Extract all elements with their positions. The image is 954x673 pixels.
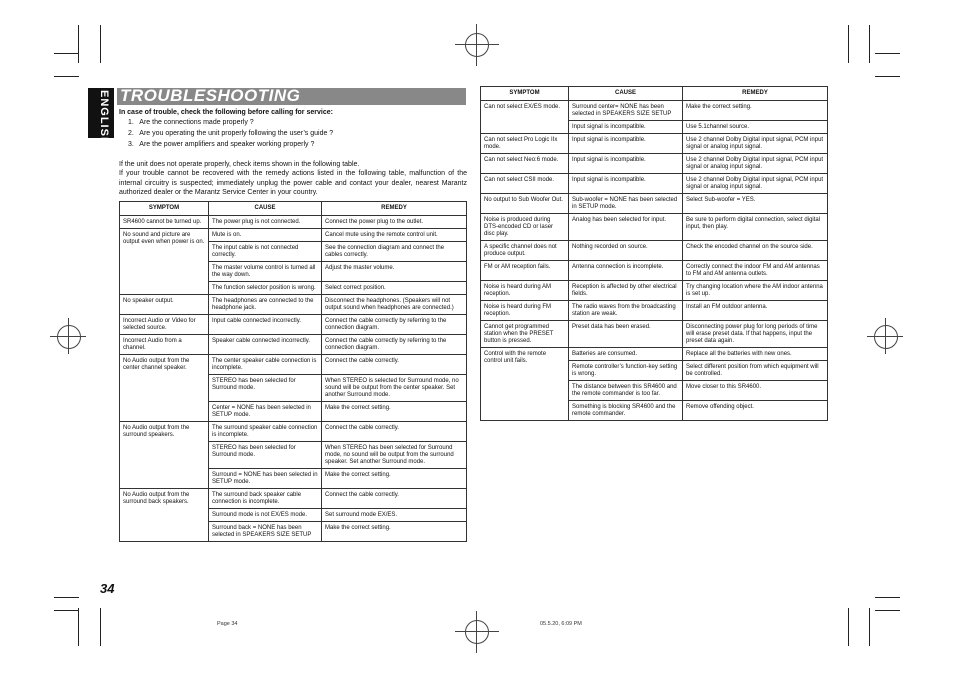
remedy-cell: Be sure to perform digital connection, select digital input, then play. — [683, 214, 828, 241]
crop-mark — [869, 608, 870, 646]
cause-cell: Surround = NONE has been selected in SETUP mode. — [209, 469, 322, 489]
symptom-cell: FM or AM reception fails. — [481, 261, 569, 281]
table-row — [481, 348, 828, 361]
title-bar — [117, 88, 466, 105]
table-row — [120, 216, 467, 229]
crop-mark — [875, 76, 900, 77]
cause-cell: The function selector position is wrong. — [209, 282, 322, 295]
symptom-cell: No output to Sub Woofer Out. — [481, 194, 569, 214]
remedy-cell: Make the correct setting. — [322, 402, 467, 422]
symptom-cell: Noise is heard during FM reception. — [481, 301, 569, 321]
remedy-cell: Make the correct setting. — [683, 101, 828, 121]
column-header-cause: CAUSE — [569, 87, 683, 101]
remedy-cell: Install an FM outdoor antenna. — [683, 301, 828, 321]
remedy-cell: Try changing location where the AM indoor antenna is set up. — [683, 281, 828, 301]
table-row — [120, 489, 467, 509]
column-header-cause: CAUSE — [209, 202, 322, 216]
intro-paragraph: If the unit does not operate properly, check items shown in the following table. — [119, 161, 360, 168]
remedy-cell: Select different position from which equipment will be controlled. — [683, 361, 828, 381]
table-row — [481, 321, 828, 348]
symptom-cell: Incorrect Audio from a channel. — [120, 335, 209, 355]
remedy-cell: Disconnect the headphones. (Speakers will not output sound when headphones are connected.) — [322, 295, 467, 315]
intro-lead — [119, 108, 469, 118]
remedy-cell: Use 2 channel Dolby Digital input signal, PCM input signal or analog input signal. — [683, 154, 828, 174]
cause-cell: The distance between this SR4600 and the remote commander is too far. — [569, 381, 683, 401]
table-row — [481, 241, 828, 261]
cause-cell: The radio waves from the broadcasting station are weak. — [569, 301, 683, 321]
registration-mark — [476, 24, 477, 66]
remedy-cell: Connect the cable correctly by referring to the connection diagram. — [322, 315, 467, 335]
cause-cell: Input signal is incompatible. — [569, 174, 683, 194]
cause-cell: The headphones are connected to the headphone jack. — [209, 295, 322, 315]
crop-mark — [100, 608, 101, 646]
remedy-cell: Make the correct setting. — [322, 469, 467, 489]
cause-cell: The surround speaker cable connection is incomplete. — [209, 422, 322, 442]
cause-cell: Antenna connection is incomplete. — [569, 261, 683, 281]
cause-cell: Input signal is incompatible. — [569, 134, 683, 154]
registration-mark — [455, 44, 499, 45]
cause-cell: Batteries are consumed. — [569, 348, 683, 361]
symptom-cell: SR4600 cannot be turned up. — [120, 216, 209, 229]
symptom-cell: A specific channel does not produce output. — [481, 241, 569, 261]
column-header-symptom: SYMPTOM — [120, 202, 209, 216]
crop-mark — [78, 608, 79, 646]
cause-cell: Sub-woofer = NONE has been selected in SETUP mode. — [569, 194, 683, 214]
registration-mark — [476, 611, 477, 653]
symptom-cell: No Audio output from the center channel speaker. — [120, 355, 209, 422]
table-row — [120, 229, 467, 242]
crop-mark — [848, 25, 849, 63]
page-number: 34 — [100, 581, 115, 596]
column-header-remedy: REMEDY — [322, 202, 467, 216]
crop-mark — [869, 25, 870, 63]
table-row — [481, 194, 828, 214]
cause-cell: Analog has been selected for input. — [569, 214, 683, 241]
table-row — [481, 134, 828, 154]
symptom-cell: Cannot get programmed station when the PRESET button is pressed. — [481, 321, 569, 348]
symptom-cell: No speaker output. — [120, 295, 209, 315]
cause-cell: Surround center= NONE has been selected in SPEAKERS SIZE SETUP — [569, 101, 683, 121]
table-row — [481, 281, 828, 301]
table-row — [481, 261, 828, 281]
symptom-cell: Noise is heard during AM reception. — [481, 281, 569, 301]
cause-cell: Remote controller’s function-key setting is wrong. — [569, 361, 683, 381]
cause-cell: Input signal is incompatible. — [569, 154, 683, 174]
symptom-cell: Can not select Neo:6 mode. — [481, 154, 569, 174]
symptom-cell: Noise is produced during DTS-encoded CD or laser disc play. — [481, 214, 569, 241]
check-item: 3. Are the power amplifiers and speaker working properly ? — [128, 141, 315, 148]
symptom-cell: No sound and picture are output even when power is on. — [120, 229, 209, 295]
page-title: TROUBLESHOOTING — [120, 86, 301, 105]
cause-cell: Nothing recorded on source. — [569, 241, 683, 261]
cause-cell: The surround back speaker cable connection is incomplete. — [209, 489, 322, 509]
remedy-cell: Disconnecting power plug for long periods of time will erase preset data. If that happens, input the preset data again. — [683, 321, 828, 348]
remedy-cell: Connect the power plug to the outlet. — [322, 216, 467, 229]
crop-mark — [875, 610, 900, 611]
cause-cell: STEREO has been selected for Surround mode. — [209, 442, 322, 469]
remedy-cell: Connect the cable correctly. — [322, 355, 467, 375]
check-item: 2. Are you operating the unit properly following the user’s guide ? — [128, 130, 334, 137]
registration-mark — [465, 620, 489, 644]
intro-paragraph: If your trouble cannot be recovered with the remedy actions listed in the following table, malfunction of the internal circuitry is suspected; immediately unplug the power cable and contact your dealer, nearest Marantz authorized dealer or the Marantz Service Center in your country. — [119, 170, 467, 196]
symptom-cell: No Audio output from the surround back speakers. — [120, 489, 209, 542]
remedy-cell: Correctly connect the indoor FM and AM antennas to FM and AM antenna outlets. — [683, 261, 828, 281]
crop-mark — [875, 53, 900, 54]
cause-cell: The center speaker cable connection is incomplete. — [209, 355, 322, 375]
crop-mark — [848, 608, 849, 646]
remedy-cell: Use 2 channel Dolby Digital input signal, PCM input signal or analog input signal. — [683, 134, 828, 154]
remedy-cell: When STEREO has been selected for Surround mode, no sound will be output from the surround speaker. Set another Surround mode. — [322, 442, 467, 469]
cause-cell: The power plug is not connected. — [209, 216, 322, 229]
table-row — [120, 335, 467, 355]
registration-mark — [68, 318, 69, 354]
cause-cell: The input cable is not connected correctly. — [209, 242, 322, 262]
cause-cell: Center = NONE has been selected in SETUP mode. — [209, 402, 322, 422]
crop-mark — [54, 610, 79, 611]
remedy-cell: Make the correct setting. — [322, 522, 467, 542]
column-header-remedy: REMEDY — [683, 87, 828, 101]
cause-cell: Surround mode is not EX/ES mode. — [209, 509, 322, 522]
remedy-cell: Check the encoded channel on the source side. — [683, 241, 828, 261]
cause-cell: Input signal is incompatible. — [569, 121, 683, 134]
symptom-cell: Can not select EX/ES mode. — [481, 101, 569, 134]
registration-mark — [57, 325, 81, 349]
remedy-cell: Set surround mode EX/ES. — [322, 509, 467, 522]
remedy-cell: Remove offending object. — [683, 401, 828, 421]
footer-timestamp: 05.5.20, 6:09 PM — [540, 621, 582, 627]
remedy-cell: Move closer to this SR4600. — [683, 381, 828, 401]
table-row — [481, 101, 828, 121]
cause-cell: STEREO has been selected for Surround mode. — [209, 375, 322, 402]
remedy-cell: Replace all the batteries with new ones. — [683, 348, 828, 361]
cause-cell: Reception is affected by other electrical fields. — [569, 281, 683, 301]
language-tab — [88, 88, 114, 146]
remedy-cell: When STEREO is selected for Surround mode, no sound will be output from the center speaker. Set another Surround mode. — [322, 375, 467, 402]
remedy-cell: Use 2 channel Dolby Digital input signal, PCM input signal or analog input signal. — [683, 174, 828, 194]
troubleshooting-table-left — [119, 201, 467, 542]
table-row — [481, 301, 828, 321]
table-row — [481, 154, 828, 174]
remedy-cell: Select correct position. — [322, 282, 467, 295]
remedy-cell: Connect the cable correctly. — [322, 422, 467, 442]
symptom-cell: Incorrect Audio or Video for selected source. — [120, 315, 209, 335]
remedy-cell: Adjust the master volume. — [322, 262, 467, 282]
symptom-cell: Can not select CSII mode. — [481, 174, 569, 194]
remedy-cell: See the connection diagram and connect the cables correctly. — [322, 242, 467, 262]
remedy-cell: Connect the cable correctly by referring to the connection diagram. — [322, 335, 467, 355]
symptom-cell: No Audio output from the surround speakers. — [120, 422, 209, 489]
intro-lead-text: In case of trouble, check the following before calling for service: — [119, 109, 333, 116]
cause-cell: Something is blocking SR4600 and the remote commander. — [569, 401, 683, 421]
cause-cell: Input cable connected incorrectly. — [209, 315, 322, 335]
crop-mark — [54, 597, 79, 598]
cause-cell: Mute is on. — [209, 229, 322, 242]
remedy-cell: Connect the cable correctly. — [322, 489, 467, 509]
column-header-symptom: SYMPTOM — [481, 87, 569, 101]
table-row — [120, 315, 467, 335]
cause-cell: Preset data has been erased. — [569, 321, 683, 348]
table-row — [120, 355, 467, 375]
remedy-cell: Use 5.1channel source. — [683, 121, 828, 134]
crop-mark — [100, 25, 101, 63]
symptom-cell: Control with the remote control unit fails. — [481, 348, 569, 421]
check-item: 1. Are the connections made properly ? — [128, 119, 254, 126]
crop-mark — [875, 597, 900, 598]
registration-mark — [885, 318, 886, 354]
table-row — [120, 295, 467, 315]
troubleshooting-table-right — [480, 86, 828, 421]
registration-mark — [455, 631, 499, 632]
remedy-cell: Select Sub-woofer = YES. — [683, 194, 828, 214]
language-label: ENGLISH — [98, 90, 110, 146]
cause-cell: The master volume control is turned all the way down. — [209, 262, 322, 282]
symptom-cell: Can not select Pro Logic IIx mode. — [481, 134, 569, 154]
crop-mark — [54, 76, 79, 77]
cause-cell: Speaker cable connected incorrectly. — [209, 335, 322, 355]
crop-mark — [78, 25, 79, 63]
table-row — [481, 214, 828, 241]
footer-page-label: Page 34 — [217, 621, 238, 627]
crop-mark — [54, 53, 79, 54]
registration-mark — [874, 325, 898, 349]
registration-mark — [465, 33, 489, 57]
table-row — [120, 422, 467, 442]
table-row — [481, 174, 828, 194]
remedy-cell: Cancel mute using the remote control unit. — [322, 229, 467, 242]
cause-cell: Surround back = NONE has been selected in SPEAKERS SIZE SETUP — [209, 522, 322, 542]
